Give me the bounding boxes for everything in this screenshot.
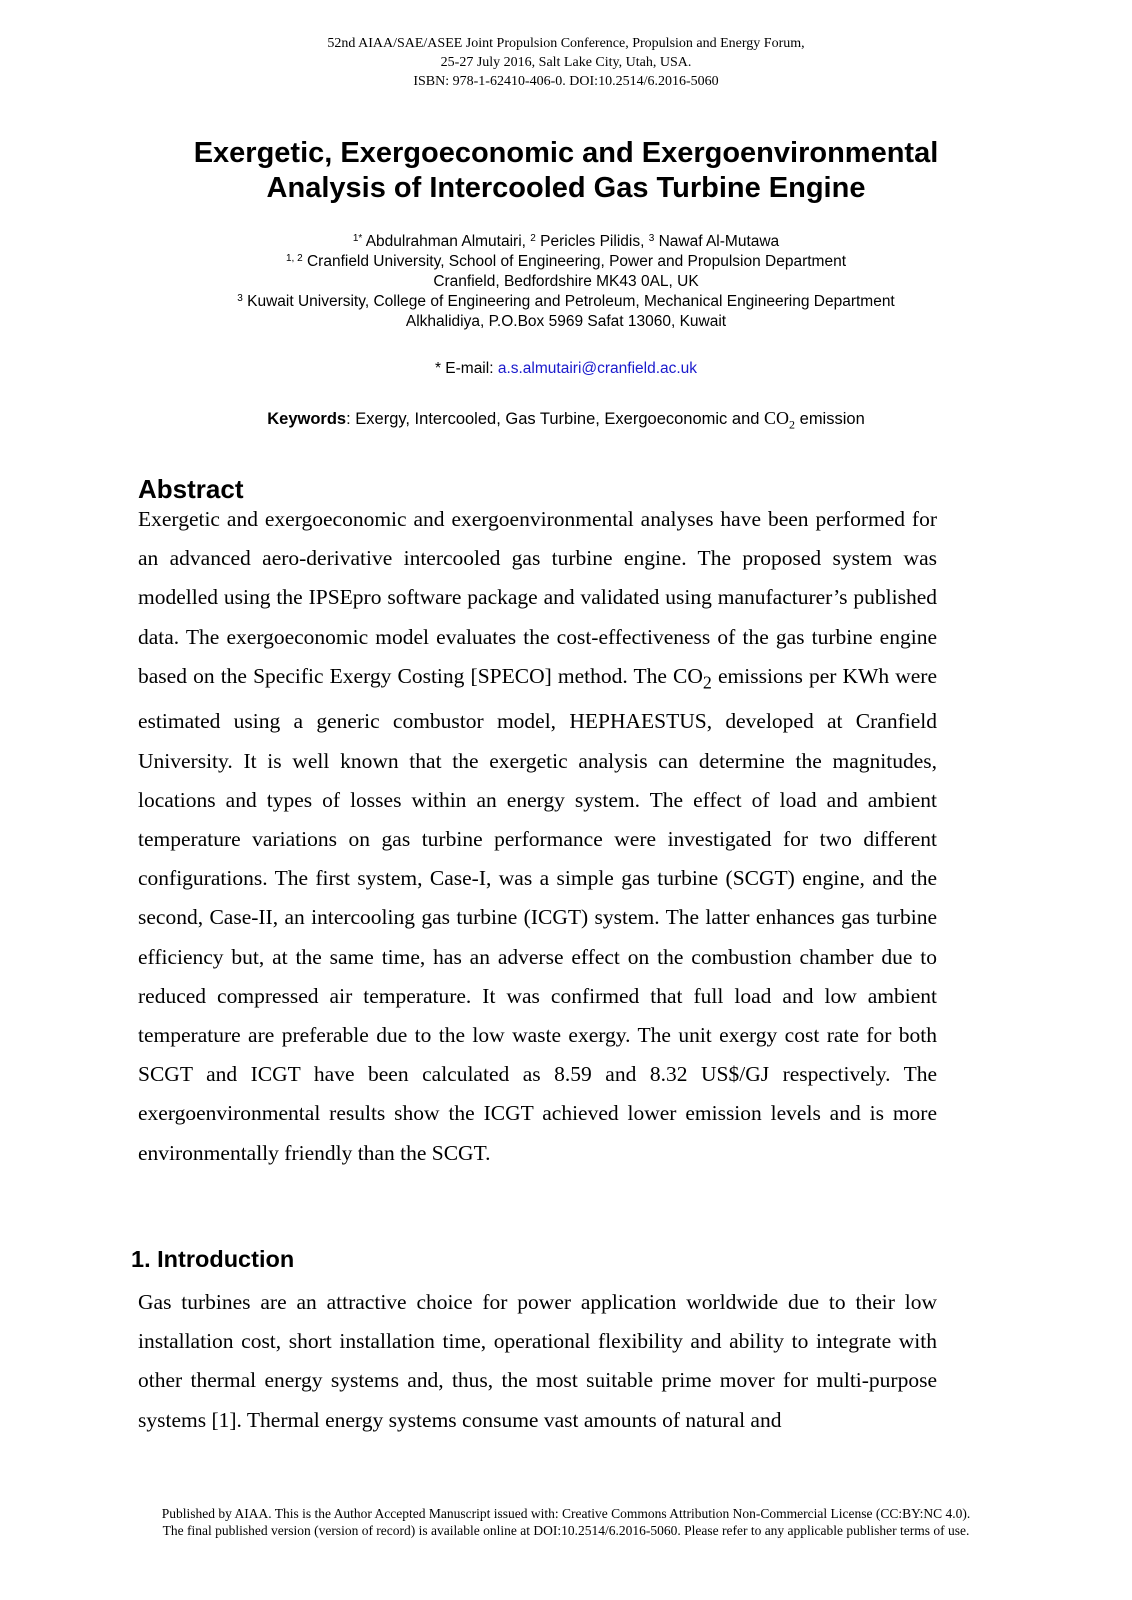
introduction-heading: 1. Introduction bbox=[131, 1246, 295, 1272]
keywords-text: : Exergy, Intercooled, Gas Turbine, Exergoeconomic and bbox=[346, 410, 760, 428]
author1-marker: 1* bbox=[352, 233, 363, 244]
abstract-body bbox=[138, 500, 937, 1173]
abstract-text-part-1: Exergetic and exergoeconomic and exergoenvironmental analyses have been performed for an advanced aero-derivative intercooled gas turbine engine. The proposed system was modelled using the IPSEpro software package and validated using manufacturer’s published data. The exergoeconomic model evaluates the cost-effectiveness of the gas turbine engine based on the Specific Exergy Costing [SPECO] method. The CO bbox=[138, 507, 937, 688]
affiliation-1-marker: 1, 2 bbox=[285, 253, 303, 264]
affiliation-1-line-1: Cranfield University, School of Engineering, Power and Propulsion Department bbox=[306, 253, 847, 270]
author3-marker: 3 bbox=[648, 233, 655, 244]
author-3: Nawaf Al-Mutawa bbox=[658, 233, 780, 250]
affiliation-1-line-2: Cranfield, Bedfordshire MK43 0AL, UK bbox=[433, 273, 699, 290]
abstract-text-part-2: emissions per KWh were estimated using a generic combustor model, HEPHAESTUS, developed at Cranfield University. It is well known that the exergetic analysis can determine the magnitudes, locations and types of losses within an energy system. The effect of load and ambient temperature variations on gas turbine performance were investigated for two different configurations. The first system, Case-I, was a simple gas turbine (SCGT) engine, and the second, Case-II, an intercooling gas turbine (ICGT) system. The latter enhances gas turbine efficiency but, at the same time, has an adverse effect on the combustion chamber due to reduced compressed air temperature. It was confirmed that full load and low ambient temperature are preferable due to the low waste exergy. The unit exergy cost rate for both SCGT and ICGT have been calculated as 8.59 and 8.32 US$/GJ respectively. The exergoenvironmental results show the ICGT achieved lower emission levels and is more environmentally friendly than the SCGT. bbox=[138, 663, 937, 1165]
title-line-1: Exergetic, Exergoeconomic and Exergoenvironmental bbox=[193, 137, 939, 169]
affiliation-2-line-1: Kuwait University, College of Engineering and Petroleum, Mechanical Engineering Department bbox=[247, 293, 895, 310]
introduction-body: Gas turbines are an attractive choice for power application worldwide due to their low installation cost, short installation time, operational flexibility and ability to integrate with other thermal energy systems and, thus, the most suitable prime mover for multi-purpose systems [1]. Thermal energy systems consume vast amounts of natural and bbox=[138, 1290, 937, 1432]
footer-line-2: The final published version (version of record) is available online at DOI:10.2514/6.2016-5060. Please refer to any applicable publisher terms of use. bbox=[162, 1523, 970, 1538]
affiliation-2 bbox=[60, 292, 1072, 312]
conference-header bbox=[0, 34, 1132, 91]
email-line bbox=[0, 360, 1132, 378]
paper-title bbox=[80, 136, 1052, 206]
abstract-heading: Abstract bbox=[138, 474, 244, 504]
author-block bbox=[60, 232, 1072, 332]
affiliation-1 bbox=[60, 252, 1072, 272]
conference-line-2: 25-27 July 2016, Salt Lake City, Utah, USA. bbox=[440, 55, 692, 70]
keywords-co2 bbox=[764, 408, 796, 432]
affiliation-2-line-2: Alkhalidiya, P.O.Box 5969 Safat 13060, Kuwait bbox=[405, 313, 727, 330]
author2-marker: 2 bbox=[530, 233, 536, 244]
co2-text: CO bbox=[764, 408, 790, 428]
author-list bbox=[60, 232, 1072, 252]
keywords-line bbox=[0, 408, 1132, 433]
footer-line-1: Published by AIAA. This is the Author Accepted Manuscript issued with: Creative Commons Attribution Non-Commercial License (CC:BY:NC 4.0). bbox=[161, 1506, 971, 1521]
conference-line-3: ISBN: 978-1-62410-406-0. DOI:10.2514/6.2016-5060 bbox=[413, 74, 719, 89]
keywords-tail: emission bbox=[799, 410, 865, 428]
conference-line-1: 52nd AIAA/SAE/ASEE Joint Propulsion Conference, Propulsion and Energy Forum, bbox=[327, 36, 805, 51]
email-label: * E-mail: bbox=[434, 360, 494, 377]
keywords-label: Keywords bbox=[267, 410, 347, 428]
abstract-co2-subscript: 2 bbox=[702, 672, 712, 693]
author-2: Pericles Pilidis, bbox=[540, 233, 645, 250]
title-line-2: Analysis of Intercooled Gas Turbine Engine bbox=[266, 172, 866, 204]
author-1: Abdulrahman Almutairi, bbox=[365, 233, 526, 250]
email-link[interactable]: a.s.almutairi@cranfield.ac.uk bbox=[497, 360, 698, 377]
co2-subscript: 2 bbox=[789, 417, 796, 432]
affiliation-2-marker: 3 bbox=[237, 293, 243, 304]
license-footer bbox=[0, 1505, 1132, 1539]
